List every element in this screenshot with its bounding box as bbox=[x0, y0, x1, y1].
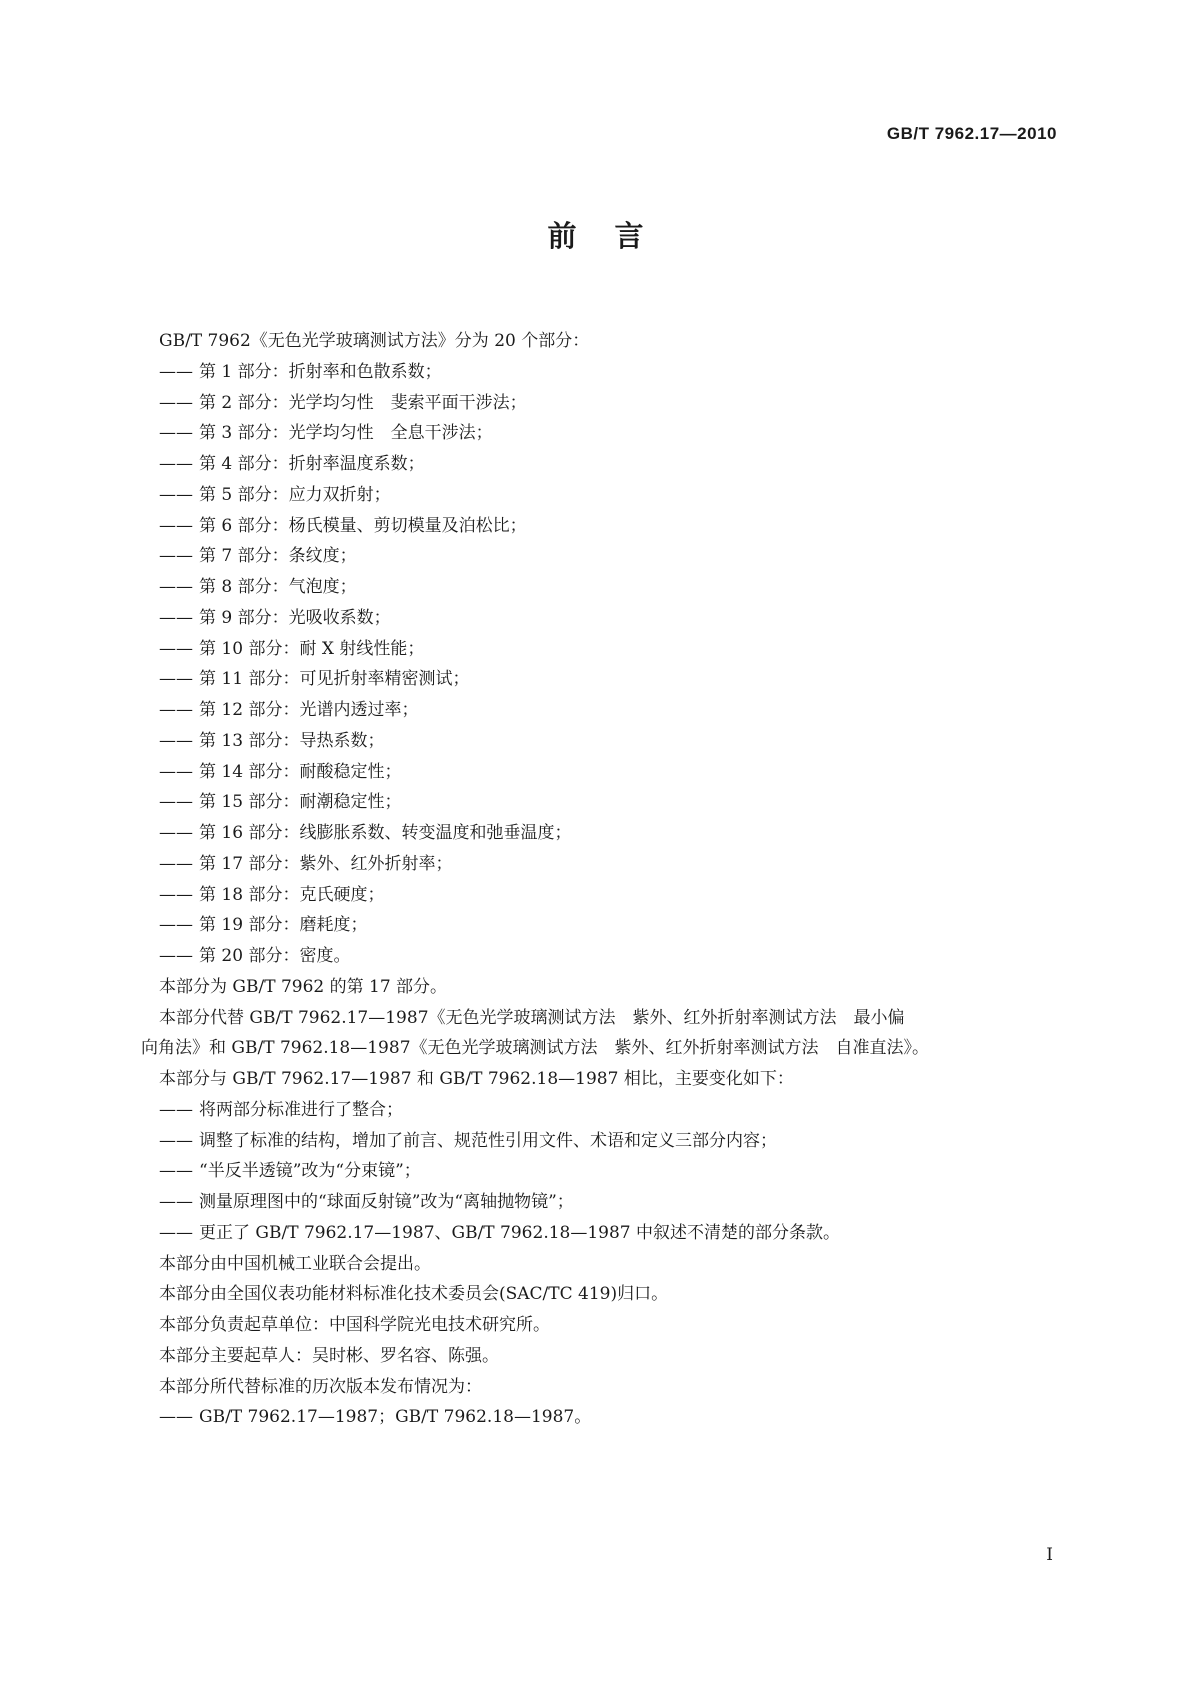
list-dash: —— bbox=[159, 454, 193, 474]
change-item bbox=[159, 1095, 1059, 1126]
list-dash: —— bbox=[159, 700, 193, 720]
replaces-paragraph-line1: 本部分代替 GB/T 7962.17—1987《无色光学玻璃测试方法 紫外、红外折射率测试方法 最小偏 bbox=[159, 1007, 905, 1028]
list-dash: —— bbox=[159, 1407, 193, 1428]
list-dash: —— bbox=[159, 546, 193, 567]
list-dash: —— bbox=[159, 915, 193, 936]
part-item-label: 第 6 部分：杨氏模量、剪切模量及泊松比； bbox=[199, 515, 527, 536]
part-item-label: 第 9 部分：光吸收系数； bbox=[199, 607, 391, 628]
part-item-label: 第 18 部分：克氏硬度； bbox=[199, 884, 385, 905]
foreword-body bbox=[141, 326, 1059, 1433]
part-item-label: 第 11 部分：可见折射率精密测试； bbox=[199, 669, 470, 690]
list-dash: —— bbox=[159, 484, 193, 505]
replaces-paragraph-line2: 向角法》和 GB/T 7962.18—1987《无色光学玻璃测试方法 紫外、红外折射率测试方法 自准直法》。 bbox=[141, 1038, 930, 1059]
part-item-label: 第 15 部分：耐潮稳定性； bbox=[199, 792, 402, 813]
part-item-label: 第 5 部分：应力双折射； bbox=[199, 484, 391, 505]
list-dash: —— bbox=[159, 392, 193, 413]
part-item bbox=[159, 910, 1059, 941]
part-item-label: 第 7 部分：条纹度； bbox=[199, 546, 357, 567]
history-intro-paragraph: 本部分所代替标准的历次版本发布情况为： bbox=[159, 1376, 482, 1397]
list-dash: —— bbox=[159, 638, 193, 659]
part-item bbox=[159, 357, 1059, 388]
drafting-unit-paragraph: 本部分负责起草单位：中国科学院光电技术研究所。 bbox=[159, 1315, 550, 1335]
list-dash: —— bbox=[159, 577, 193, 597]
part-item-label: 第 16 部分：线膨胀系数、转变温度和弛垂温度； bbox=[199, 823, 572, 843]
change-item bbox=[159, 1126, 1059, 1157]
list-dash: —— bbox=[159, 1099, 193, 1120]
part-item bbox=[159, 449, 1059, 480]
list-dash: —— bbox=[159, 823, 193, 843]
change-item-label: “半反半透镜”改为“分束镜”； bbox=[199, 1161, 421, 1182]
part-item bbox=[159, 726, 1059, 757]
list-dash: —— bbox=[159, 1161, 193, 1182]
proposed-by-paragraph: 本部分由中国机械工业联合会提出。 bbox=[159, 1253, 431, 1274]
managed-by-paragraph: 本部分由全国仪表功能材料标准化技术委员会(SAC/TC 419)归口。 bbox=[159, 1284, 669, 1305]
part-item bbox=[159, 849, 1059, 880]
changes-intro-paragraph: 本部分与 GB/T 7962.17—1987 和 GB/T 7962.18—1987 相比，主要变化如下： bbox=[159, 1069, 794, 1089]
list-dash: —— bbox=[159, 853, 193, 874]
part-item bbox=[159, 572, 1059, 603]
intro-paragraph: GB/T 7962《无色光学玻璃测试方法》分为 20 个部分： bbox=[159, 331, 590, 351]
list-dash: —— bbox=[159, 884, 193, 905]
part-item-label: 第 20 部分：密度。 bbox=[199, 946, 351, 966]
list-dash: —— bbox=[159, 515, 193, 536]
part-item-label: 第 13 部分：导热系数； bbox=[199, 730, 385, 751]
part-item bbox=[159, 880, 1059, 911]
page-title: 前言 bbox=[547, 219, 682, 253]
part-item-label: 第 1 部分：折射率和色散系数； bbox=[199, 361, 442, 382]
drafters-paragraph: 本部分主要起草人：吴时彬、罗名容、陈强。 bbox=[159, 1345, 499, 1366]
list-dash: —— bbox=[159, 669, 193, 690]
this-part-paragraph: 本部分为 GB/T 7962 的第 17 部分。 bbox=[159, 976, 448, 997]
part-item bbox=[159, 787, 1059, 818]
change-item bbox=[159, 1187, 1059, 1218]
part-item-label: 第 17 部分：紫外、红外折射率； bbox=[199, 853, 453, 874]
part-item bbox=[159, 541, 1059, 572]
list-dash: —— bbox=[159, 761, 193, 782]
part-item-label: 第 4 部分：折射率温度系数； bbox=[199, 454, 425, 474]
part-item bbox=[159, 511, 1059, 542]
history-item bbox=[159, 1402, 1059, 1433]
change-item bbox=[159, 1218, 1059, 1249]
page-number: I bbox=[1046, 1545, 1053, 1565]
part-item bbox=[159, 634, 1059, 665]
list-dash: —— bbox=[159, 1192, 193, 1212]
list-dash: —— bbox=[159, 730, 193, 751]
part-item-label: 第 19 部分：磨耗度； bbox=[199, 915, 368, 936]
part-item-label: 第 12 部分：光谱内透过率； bbox=[199, 700, 419, 720]
change-item bbox=[159, 1156, 1059, 1187]
part-item bbox=[159, 418, 1059, 449]
list-dash: —— bbox=[159, 1130, 193, 1151]
change-item-label: 调整了标准的结构，增加了前言、规范性引用文件、术语和定义三部分内容； bbox=[199, 1130, 777, 1151]
part-item bbox=[159, 695, 1059, 726]
part-item-label: 第 3 部分：光学均匀性 全息干涉法； bbox=[199, 423, 493, 444]
change-item-label: 更正了 GB/T 7962.17—1987、GB/T 7962.18—1987 中叙述不清楚的部分条款。 bbox=[199, 1222, 841, 1243]
part-item bbox=[159, 603, 1059, 634]
part-item-label: 第 14 部分：耐酸稳定性； bbox=[199, 761, 402, 782]
part-item bbox=[159, 388, 1059, 419]
change-item-label: 测量原理图中的“球面反射镜”改为“离轴抛物镜”； bbox=[199, 1192, 574, 1212]
part-item-label: 第 2 部分：光学均匀性 斐索平面干涉法； bbox=[199, 392, 527, 413]
part-item bbox=[159, 757, 1059, 788]
history-item-label: GB/T 7962.17—1987；GB/T 7962.18—1987。 bbox=[199, 1407, 592, 1428]
standard-number: GB/T 7962.17—2010 bbox=[886, 124, 1057, 143]
part-item bbox=[159, 818, 1059, 849]
part-item bbox=[159, 941, 1059, 972]
part-item-label: 第 8 部分：气泡度； bbox=[199, 577, 357, 597]
list-dash: —— bbox=[159, 1222, 193, 1243]
part-item-label: 第 10 部分：耐 X 射线性能； bbox=[199, 638, 425, 659]
part-item bbox=[159, 480, 1059, 511]
part-item bbox=[159, 664, 1059, 695]
list-dash: —— bbox=[159, 607, 193, 628]
list-dash: —— bbox=[159, 423, 193, 444]
list-dash: —— bbox=[159, 361, 193, 382]
list-dash: —— bbox=[159, 792, 193, 813]
change-item-label: 将两部分标准进行了整合； bbox=[199, 1099, 403, 1120]
list-dash: —— bbox=[159, 946, 193, 966]
